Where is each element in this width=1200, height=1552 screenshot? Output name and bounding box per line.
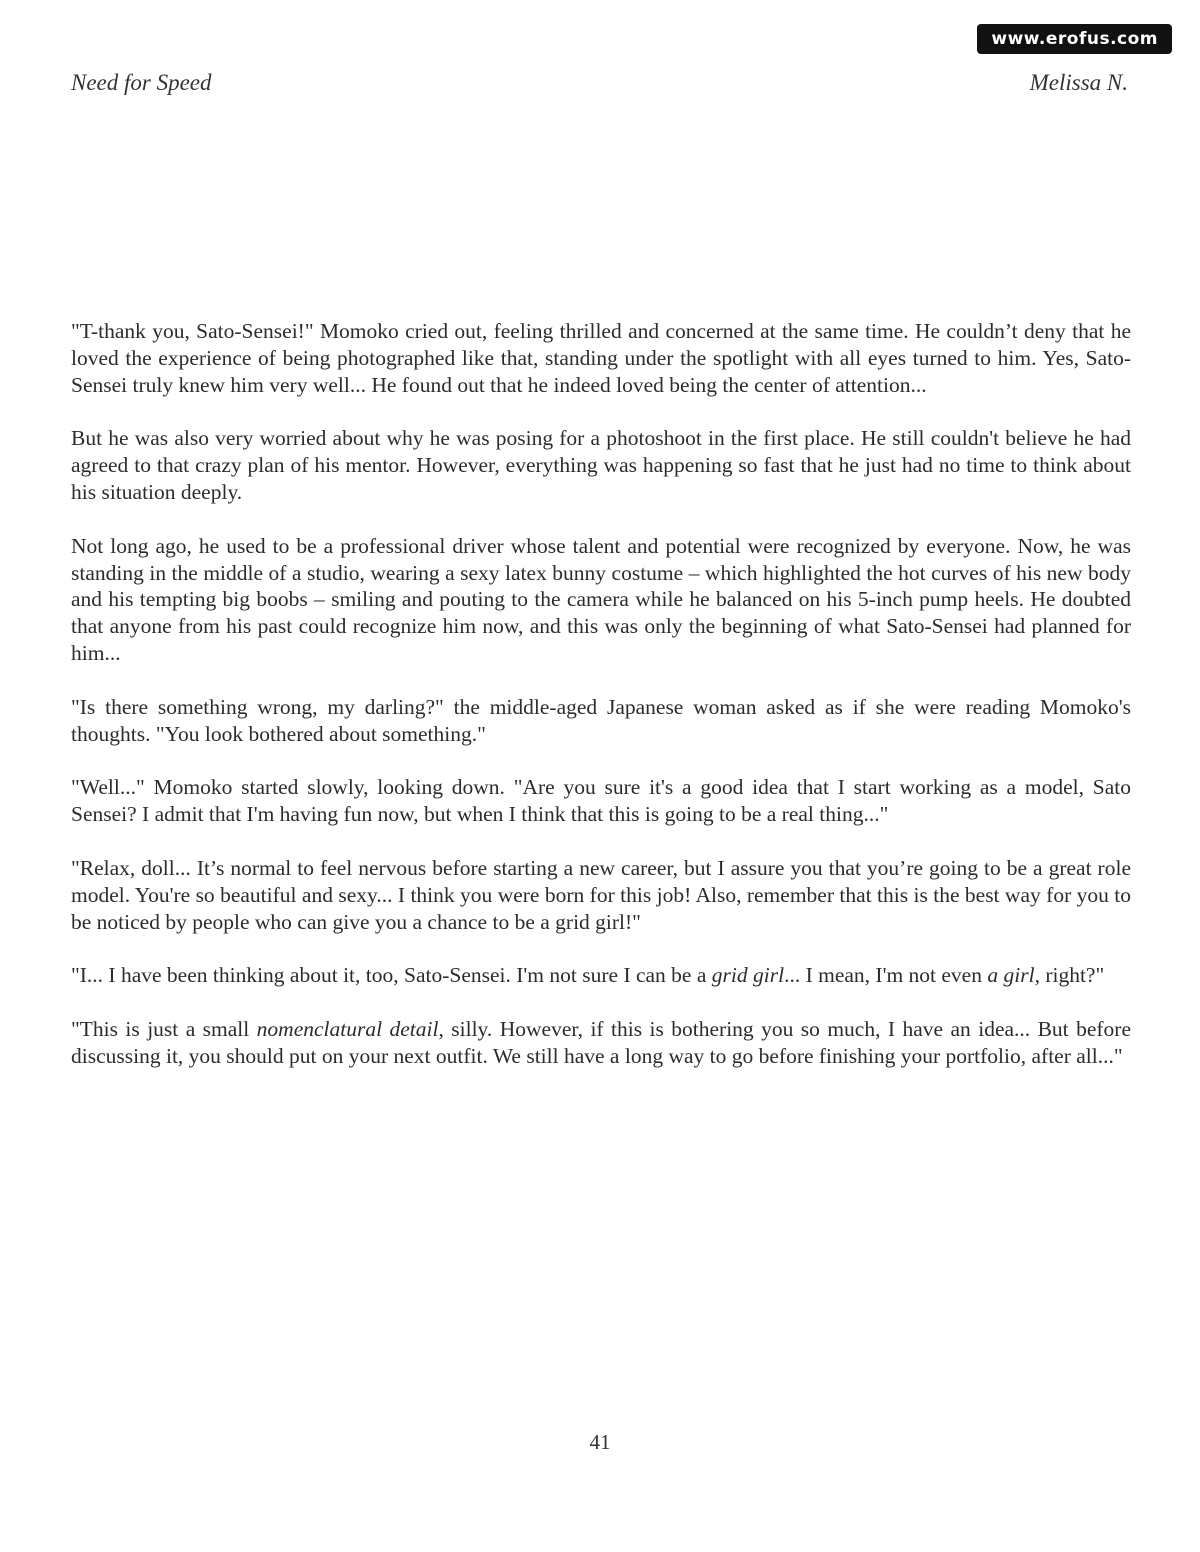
emphasis: nomenclatural detail (256, 1017, 439, 1042)
text-run: "I... I have been thinking about it, too, Sato-Sensei. I'm not sure I can be a (71, 963, 712, 988)
paragraph: But he was also very worried about why he was posing for a photoshoot in the first place. He still couldn't believe he had agreed to that crazy plan of his mentor. However, everything was happening so fast that he just had no time to think about his situation deeply. (71, 426, 1131, 504)
page-header (71, 70, 1128, 100)
emphasis: a girl (987, 963, 1035, 988)
author-name: Melissa N. (1029, 70, 1128, 95)
watermark: www.erofus.com (977, 24, 1172, 54)
page-body (71, 318, 1131, 1097)
paragraph: "T-thank you, Sato-Sensei!" Momoko cried out, feeling thrilled and concerned at the same time. He couldn’t deny that he loved the experience of being photographed like that, standing under the spotlight with all eyes turned to him. Yes, Sato-Sensei truly knew him very well... He found out that he indeed loved being the center of attention... (71, 319, 1131, 397)
book-title: Need for Speed (71, 70, 212, 95)
paragraph: "Relax, doll... It’s normal to feel nervous before starting a new career, but I assure you that you’re going to be a great role model. You're so beautiful and sexy... I think you were born for this job! Also, remember that this is the best way for you to be noticed by people who can give you a chance to be a grid girl!" (71, 855, 1131, 934)
paragraph (71, 1016, 1131, 1070)
paragraph (71, 962, 1131, 989)
text-run: "This is just a small (71, 1017, 257, 1042)
paragraph: "Well..." Momoko started slowly, looking down. "Are you sure it's a good idea that I start working as a model, Sato Sensei? I admit that I'm having fun now, but when I think that this is going to be a real thing..." (71, 775, 1131, 827)
text-run: ... I mean, I'm not even (784, 963, 988, 988)
text-run: , right?" (1034, 963, 1105, 988)
emphasis: grid girl (711, 963, 785, 988)
page-number: 41 (589, 1430, 611, 1454)
paragraph: Not long ago, he used to be a professional driver whose talent and potential were recognized by everyone. Now, he was standing in the middle of a studio, wearing a sexy latex bunny costume – which highlighted the hot curves of his new body and his tempting big boobs – smiling and pouting to the camera while he balanced on his 5-inch pump heels. He doubted that anyone from his past could recognize him now, and this was only the beginning of what Sato-Sensei had planned for him... (71, 533, 1131, 665)
paragraph: "Is there something wrong, my darling?" the middle-aged Japanese woman asked as if she were reading Momoko's thoughts. "You look bothered about something." (71, 694, 1131, 746)
text-run: , silly. However, if this is bothering you so much, I have an idea... But before discussing it, you should put on your next outfit. We still have a long way to go before finishing your portfolio, after all..." (71, 1017, 1131, 1068)
